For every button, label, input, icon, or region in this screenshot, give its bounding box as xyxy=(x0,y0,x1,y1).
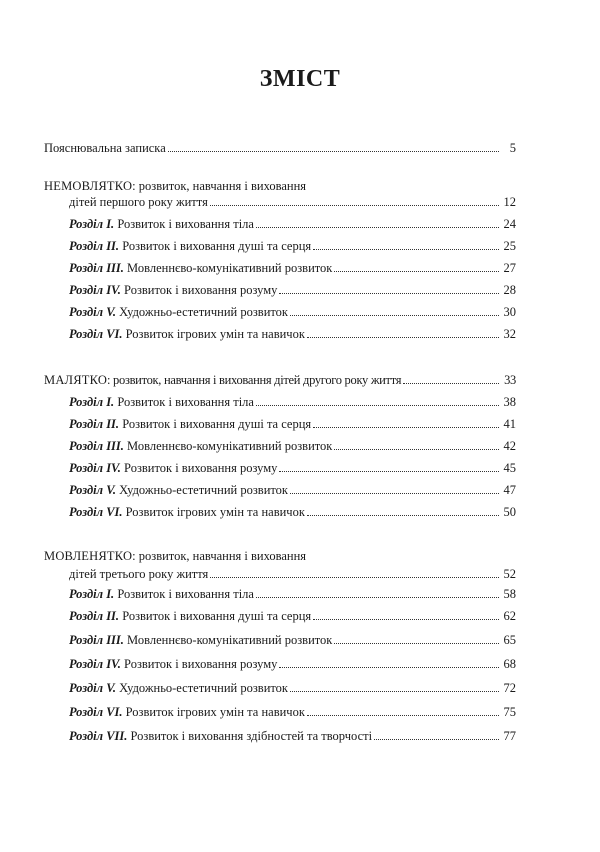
toc-entry-chapter[interactable] xyxy=(69,416,516,432)
dot-leader xyxy=(313,249,499,250)
dot-leader xyxy=(307,715,499,716)
page-number: 75 xyxy=(503,705,516,719)
page-number: 30 xyxy=(503,305,516,319)
toc-entry-chapter[interactable] xyxy=(69,326,516,342)
toc-entry-chapter[interactable] xyxy=(69,632,516,648)
dot-leader xyxy=(334,643,499,644)
chapter-number: Розділ I. xyxy=(69,395,115,409)
toc-entry-chapter[interactable] xyxy=(69,586,516,602)
chapter-title: Розвиток і виховання душі та серця xyxy=(122,239,312,253)
chapter-title: Мовленнєво-комунікативний розвиток xyxy=(127,439,333,453)
page-number: 58 xyxy=(503,587,516,601)
page-number: 41 xyxy=(503,417,516,431)
page-title: ЗМІСТ xyxy=(259,66,341,92)
toc-entry-chapter[interactable] xyxy=(69,704,516,720)
toc-entry-section-1[interactable] xyxy=(69,194,516,210)
dot-leader xyxy=(307,515,499,516)
chapter-title: Художньо-естетичний розвиток xyxy=(119,681,289,695)
chapter-number: Розділ VI. xyxy=(69,505,123,519)
chapter-number: Розділ II. xyxy=(69,417,120,431)
page-number: 33 xyxy=(504,373,516,387)
dot-leader xyxy=(290,691,499,692)
toc-entry-section-2[interactable] xyxy=(44,372,516,388)
section-subtitle: : розвиток, навчання і виховання xyxy=(132,179,307,193)
chapter-title: Розвиток ігрових умін та навичок xyxy=(125,705,305,719)
dot-leader xyxy=(290,493,499,494)
page-number: 38 xyxy=(503,395,516,409)
chapter-number: Розділ II. xyxy=(69,239,120,253)
page-number: 52 xyxy=(503,567,516,581)
chapter-number: Розділ IV. xyxy=(69,657,121,671)
toc-entry-chapter[interactable] xyxy=(69,482,516,498)
dot-leader xyxy=(210,205,499,206)
page-number: 32 xyxy=(503,327,516,341)
page-number: 12 xyxy=(503,195,516,209)
page-number: 47 xyxy=(503,483,516,497)
dot-leader xyxy=(279,293,499,294)
page-number: 72 xyxy=(503,681,516,695)
chapter-number: Розділ II. xyxy=(69,609,120,623)
chapter-title: Розвиток і виховання тіла xyxy=(117,587,254,601)
dot-leader xyxy=(313,619,499,620)
dot-leader xyxy=(403,383,499,384)
toc-entry-chapter[interactable] xyxy=(69,282,516,298)
section-subtitle-cont: дітей першого року життя xyxy=(69,195,208,209)
chapter-title: Мовленнєво-комунікативний розвиток xyxy=(127,261,333,275)
chapter-number: Розділ V. xyxy=(69,305,117,319)
chapter-number: Розділ I. xyxy=(69,587,115,601)
chapter-title: Розвиток і виховання душі та серця xyxy=(122,609,312,623)
page-number: 28 xyxy=(503,283,516,297)
dot-leader xyxy=(313,427,499,428)
toc-entry-section-3[interactable] xyxy=(69,566,516,582)
page-number: 45 xyxy=(503,461,516,475)
section-heading-3 xyxy=(44,548,306,564)
toc-entry-intro[interactable] xyxy=(44,140,516,156)
dot-leader xyxy=(307,337,499,338)
chapter-title: Розвиток і виховання розуму xyxy=(124,461,278,475)
page-number: 25 xyxy=(503,239,516,253)
section-subtitle: : розвиток, навчання і виховання xyxy=(132,549,307,563)
chapter-number: Розділ I. xyxy=(69,217,115,231)
chapter-number: Розділ V. xyxy=(69,681,117,695)
page-number: 27 xyxy=(503,261,516,275)
toc-entry-chapter[interactable] xyxy=(69,238,516,254)
toc-entry-chapter[interactable] xyxy=(69,438,516,454)
chapter-number: Розділ VII. xyxy=(69,729,128,743)
page-number: 5 xyxy=(509,141,516,155)
page-number: 50 xyxy=(503,505,516,519)
section-name: МОВЛЕНЯТКО xyxy=(44,549,133,563)
chapter-title: Розвиток і виховання розуму xyxy=(124,657,278,671)
chapter-title: Розвиток і виховання тіла xyxy=(117,395,254,409)
chapter-title: Художньо-естетичний розвиток xyxy=(119,305,289,319)
dot-leader xyxy=(374,739,499,740)
section-subtitle-cont: дітей третього року життя xyxy=(69,567,209,581)
chapter-title: Розвиток і виховання тіла xyxy=(117,217,254,231)
chapter-number: Розділ IV. xyxy=(69,461,121,475)
chapter-number: Розділ VI. xyxy=(69,327,123,341)
page-number: 24 xyxy=(503,217,516,231)
page-number: 65 xyxy=(503,633,516,647)
chapter-number: Розділ III. xyxy=(69,261,124,275)
page-number: 68 xyxy=(503,657,516,671)
page-number: 62 xyxy=(503,609,516,623)
toc-entry-chapter[interactable] xyxy=(69,460,516,476)
dot-leader xyxy=(210,577,499,578)
chapter-number: Розділ III. xyxy=(69,439,124,453)
chapter-number: Розділ V. xyxy=(69,483,117,497)
dot-leader xyxy=(290,315,499,316)
dot-leader xyxy=(334,449,499,450)
dot-leader xyxy=(256,405,499,406)
page-number: 77 xyxy=(503,729,516,743)
toc-entry-chapter[interactable] xyxy=(69,394,516,410)
page-number: 42 xyxy=(503,439,516,453)
section-heading-1 xyxy=(44,178,306,194)
chapter-title: Мовленнєво-комунікативний розвиток xyxy=(127,633,333,647)
section-name: МАЛЯТКО xyxy=(44,373,108,387)
dot-leader xyxy=(279,667,499,668)
toc-entry-chapter[interactable] xyxy=(69,656,516,672)
chapter-number: Розділ IV. xyxy=(69,283,121,297)
toc-entry-chapter[interactable] xyxy=(69,216,516,232)
toc-entry-label: Пояснювальна записка xyxy=(44,141,166,155)
chapter-title: Розвиток ігрових умін та навичок xyxy=(125,327,305,341)
toc-entry-chapter[interactable] xyxy=(69,304,516,320)
dot-leader xyxy=(279,471,499,472)
chapter-title: Художньо-естетичний розвиток xyxy=(119,483,289,497)
chapter-title: Розвиток і виховання здібностей та творчості xyxy=(130,729,373,743)
toc-entry-chapter[interactable] xyxy=(69,260,516,276)
chapter-title: Розвиток ігрових умін та навичок xyxy=(125,505,305,519)
chapter-title: Розвиток і виховання розуму xyxy=(124,283,278,297)
toc-entry-chapter[interactable] xyxy=(69,608,516,624)
dot-leader xyxy=(256,227,499,228)
section-subtitle: : розвиток, навчання і виховання дітей другого року життя xyxy=(107,373,402,387)
chapter-number: Розділ III. xyxy=(69,633,124,647)
toc-entry-chapter[interactable] xyxy=(69,728,516,744)
dot-leader xyxy=(334,271,499,272)
toc-entry-chapter[interactable] xyxy=(69,680,516,696)
toc-entry-chapter[interactable] xyxy=(69,504,516,520)
dot-leader xyxy=(256,597,499,598)
section-name: НЕМОВЛЯТКО xyxy=(44,179,133,193)
chapter-number: Розділ VI. xyxy=(69,705,123,719)
dot-leader xyxy=(168,151,499,152)
chapter-title: Розвиток і виховання душі та серця xyxy=(122,417,312,431)
